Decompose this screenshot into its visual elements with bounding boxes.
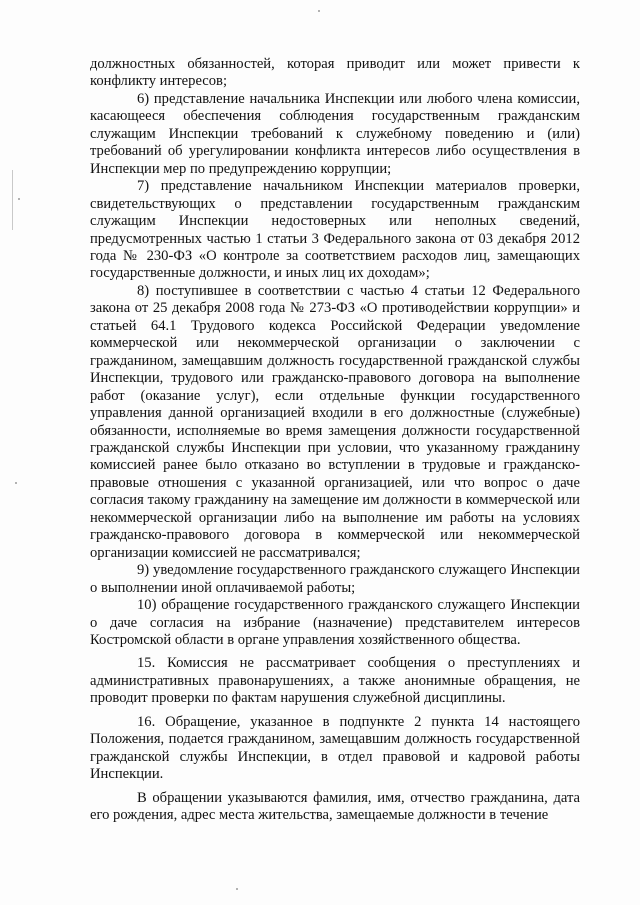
paragraph-item-9: 9) уведомление государственного гражданского служащего Инспекции о выполнении иной оплачиваемой работы;: [90, 562, 580, 596]
paragraph-appeal-contents: В обращении указываются фамилия, имя, отчество гражданина, дата его рождения, адрес места жительства, замещаемые должности в течение: [90, 789, 580, 824]
scan-edge-mark: [12, 170, 13, 230]
paragraph-item-8: 8) поступившее в соответствии с частью 4 статьи 12 Федерального закона от 25 декабря 2008 года № 273-ФЗ «О противодействии коррупции» и статьей 64.1 Трудового кодекса Российской Федерации уведомление коммерческой или некоммерческой организации о заключении с гражданином, замещавшим должность государственной гражданской службы Инспекции, трудового или гражданско-правового договора на выполнение работ (оказание услуг), если отдельные функции государственного управления данной организацией входили в его должностные (служебные) обязанности, исполняемые во время замещения должности государственной гражданской службы Инспекции при условии, что указанному гражданину комиссией ранее было отказано во вступлении в трудовые и гражданско-правовые отношения с указанной организацией, или что вопрос о даче согласия такому гражданину на замещение им должности в коммерческой или некоммерческой организации либо на выполнение им работы на условиях гражданско-правового договора в коммерческой или некоммерческой организации комиссией не рассматривался;: [90, 282, 580, 561]
paragraph-continuation: должностных обязанностей, которая приводит или может привести к конфликту интересов;: [90, 56, 580, 90]
paragraph-clause-16: 16. Обращение, указанное в подпункте 2 пункта 14 настоящего Положения, подается гражданином, замещавшим должность государственной гражданской службы Инспекции, в отдел правовой и кадровой работы Инспекции.: [90, 713, 580, 783]
scan-speck: [236, 888, 238, 890]
document-body: [90, 56, 580, 824]
paragraph-item-7: 7) представление начальником Инспекции материалов проверки, свидетельствующих о представлении государственным гражданским служащим Инспекции недостоверных или неполных сведений, предусмотренных частью 1 статьи 3 Федерального закона от 03 декабря 2012 года № 230-ФЗ «О контроле за соответствием расходов лиц, замещающих государственные должности, и иных лиц их доходам»;: [90, 178, 580, 282]
scan-speck: [15, 482, 17, 484]
scan-speck: [318, 10, 320, 12]
scan-speck: [18, 198, 20, 200]
paragraph-item-6: 6) представление начальника Инспекции или любого члена комиссии, касающееся обеспечения соблюдения государственным гражданским служащим Инспекции требований к служебному поведению и (или) требований об урегулировании конфликта интересов либо осуществления в Инспекции мер по предупреждению коррупции;: [90, 90, 580, 177]
paragraph-item-10: 10) обращение государственного гражданского служащего Инспекции о даче согласия на избрание (назначение) представителем интересов Костромской области в органе управления хозяйственного общества.: [90, 597, 580, 648]
paragraph-clause-15: 15. Комиссия не рассматривает сообщения о преступлениях и административных правонарушениях, а также анонимные обращения, не проводит проверки по фактам нарушения служебной дисциплины.: [90, 655, 580, 707]
